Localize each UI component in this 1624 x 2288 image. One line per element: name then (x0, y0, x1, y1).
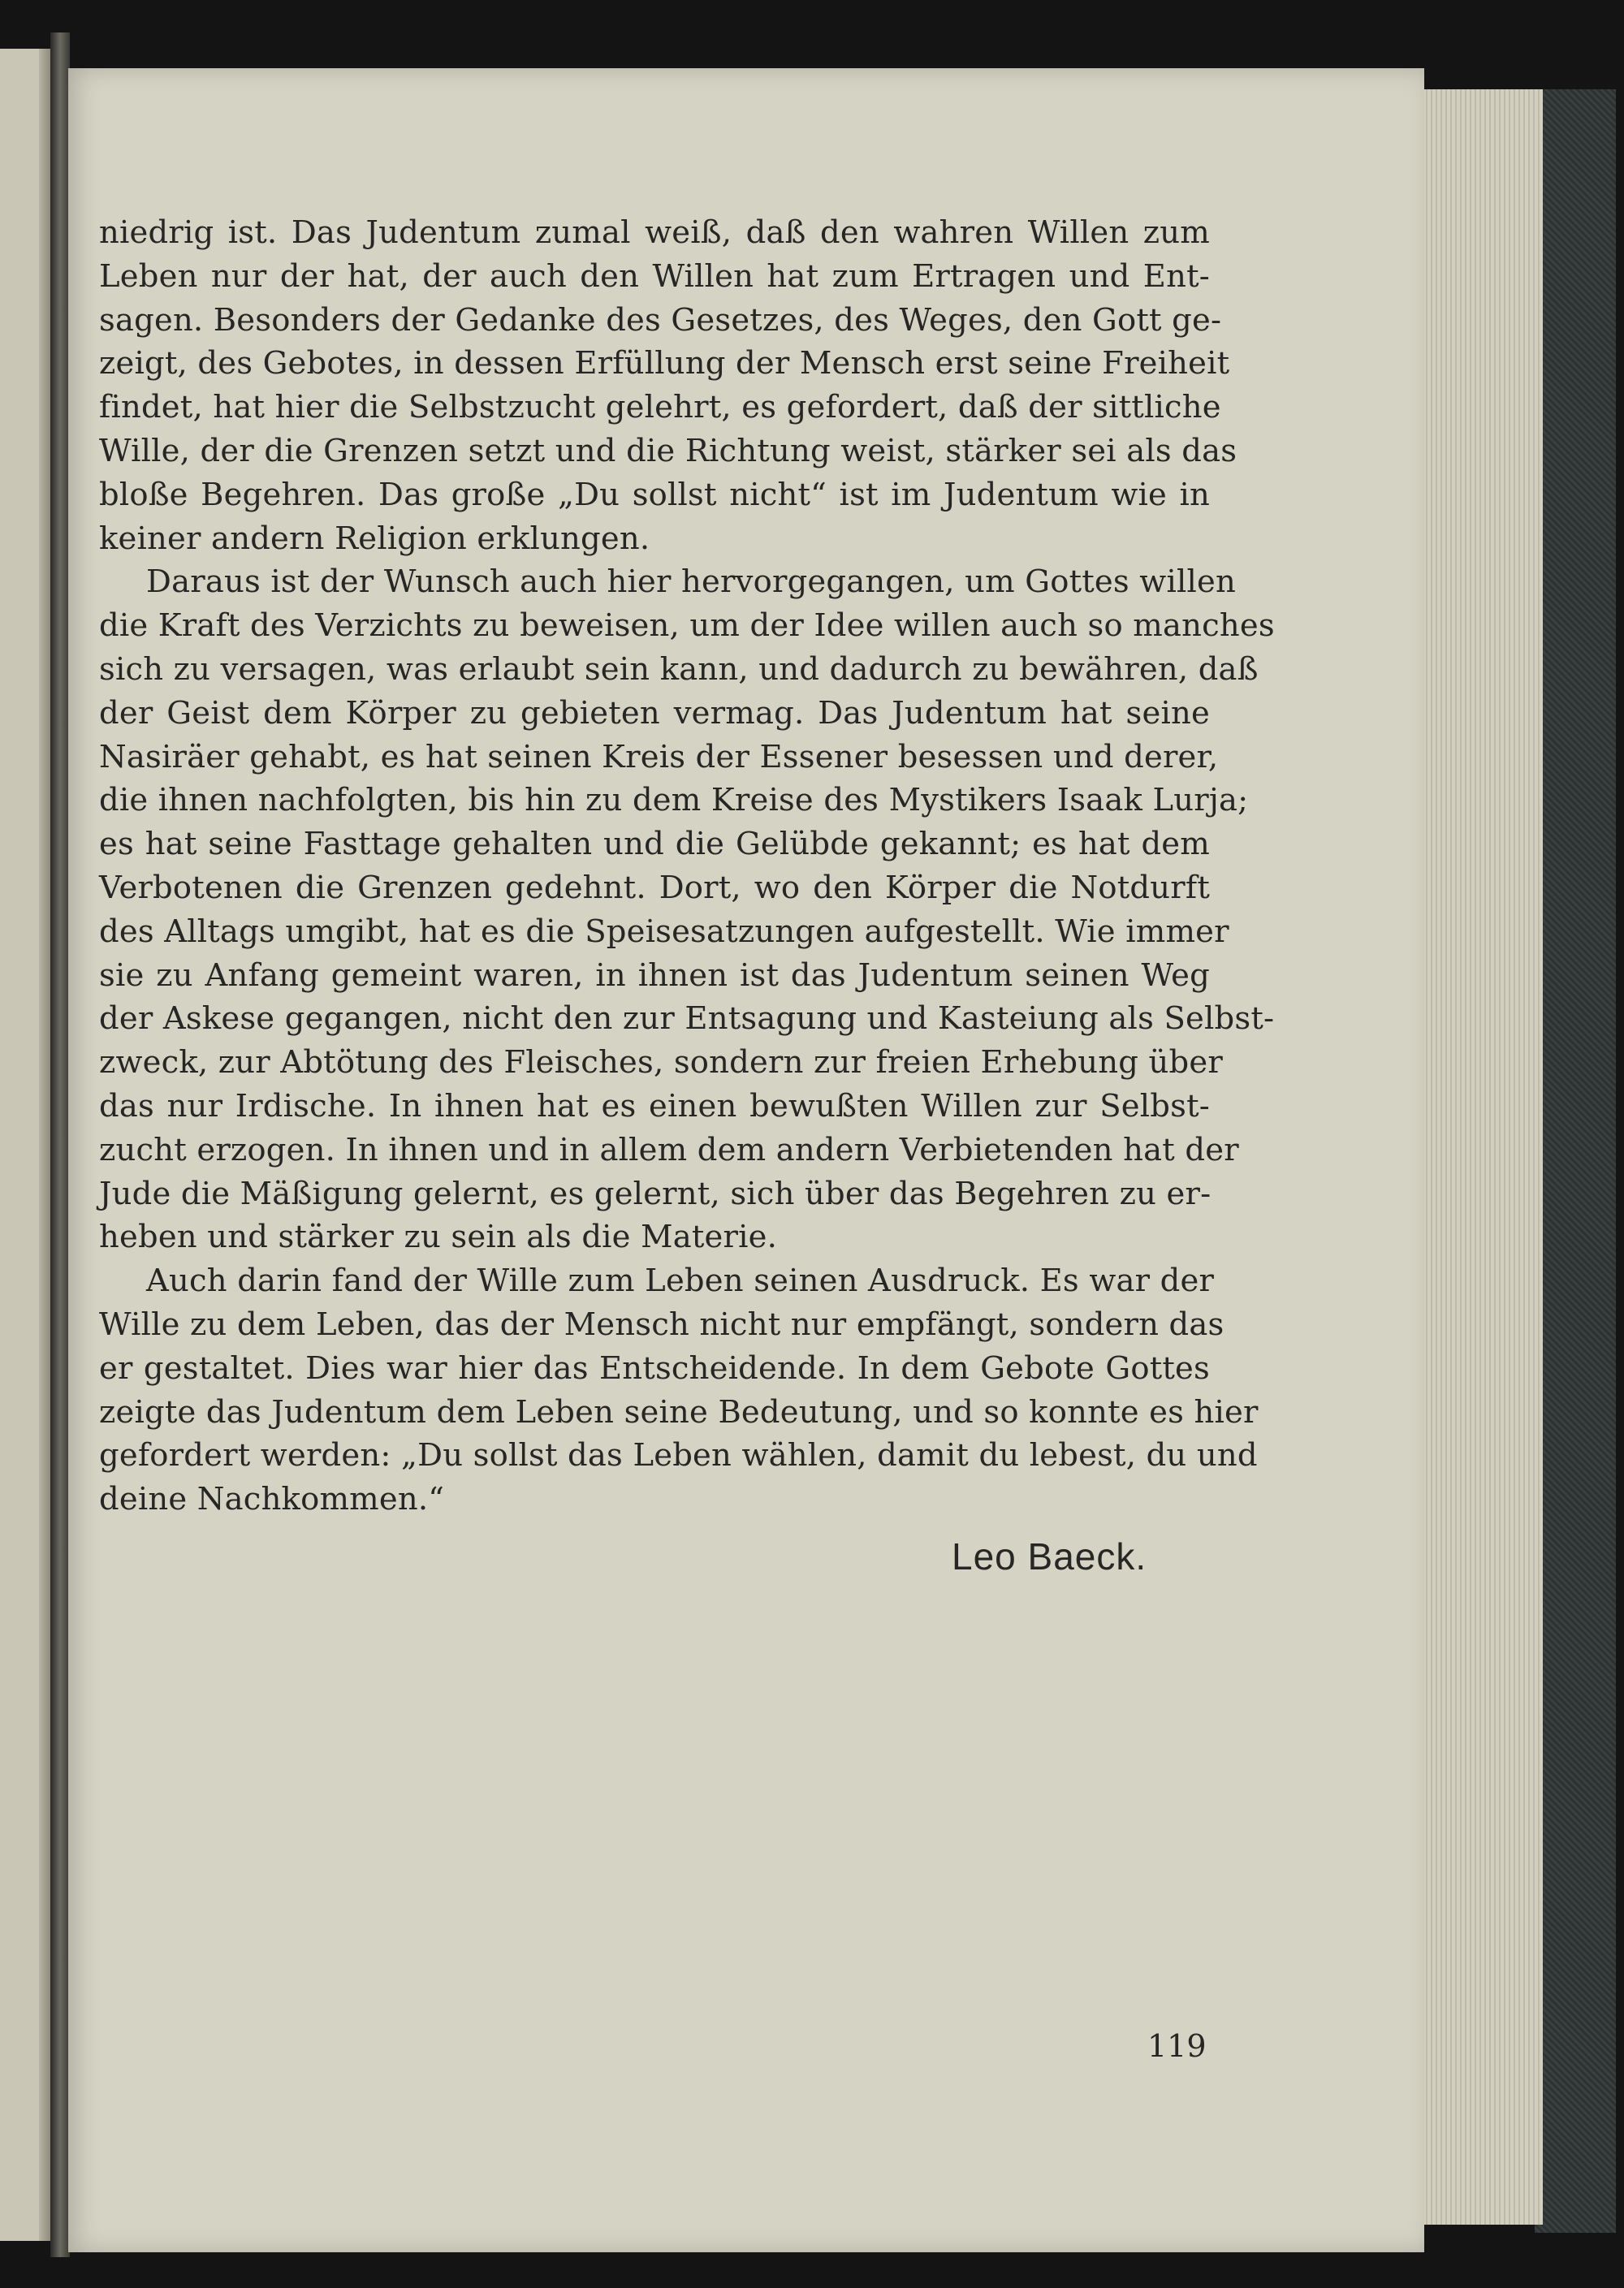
text-line: keiner andern Religion erklungen. (99, 520, 650, 557)
text-line: Nasiräer gehabt, es hat seinen Kreis der Essener besessen und derer, (99, 738, 1219, 775)
text-line: Jude die Mäßigung gelernt, es gelernt, sich über das Begehren zu er- (99, 1175, 1212, 1212)
text-line: die ihnen nachfolgten, bis hin zu dem Kreise des Mystikers Isaak Lurja; (99, 782, 1249, 819)
book-gutter (50, 32, 70, 2257)
text-line: Wille zu dem Leben, das der Mensch nicht nur empfängt, sondern das (99, 1306, 1224, 1343)
text-line: Verbotenen die Grenzen gedehnt. Dort, wo den Körper die Notdurft (99, 869, 1210, 906)
text-line: sie zu Anfang gemeint waren, in ihnen ist das Judentum seinen Weg (99, 956, 1210, 994)
text-line: deine Nachkommen.“ (99, 1481, 445, 1518)
text-line: die Kraft des Verzichts zu beweisen, um der Idee willen auch so manches (99, 607, 1275, 645)
page-number: 119 (1147, 2028, 1207, 2064)
paragraph-3 (99, 1259, 1259, 1522)
text-line: bloße Begehren. Das große „Du sollst nicht“ ist im Judentum wie in (99, 476, 1210, 513)
text-line: er gestaltet. Dies war hier das Entscheidende. In dem Gebote Gottes (99, 1349, 1210, 1387)
text-line: der Askese gegangen, nicht den zur Entsagung und Kasteiung als Selbst- (99, 1000, 1275, 1038)
text-line: zweck, zur Abtötung des Fleisches, sondern zur freien Erhebung über (99, 1044, 1223, 1081)
text-line: zucht erzogen. In ihnen und in allem dem andern Verbietenden hat der (99, 1131, 1239, 1168)
text-line: des Alltags umgibt, hat es die Speisesatzungen aufgestellt. Wie immer (99, 913, 1229, 950)
text-line: es hat seine Fasttage gehalten und die Gelübde gekannt; es hat dem (99, 826, 1210, 863)
text-line: Leben nur der hat, der auch den Willen hat zum Ertragen und Ent- (99, 257, 1210, 295)
text-line: zeigt, des Gebotes, in dessen Erfüllung der Mensch erst seine Freiheit (99, 345, 1230, 382)
left-page-edge (0, 49, 50, 2241)
text-line: Wille, der die Grenzen setzt und die Richtung weist, stärker sei als das (99, 432, 1237, 469)
text-line: der Geist dem Körper zu gebieten vermag. Das Judentum hat seine (99, 694, 1210, 732)
text-line: das nur Irdische. In ihnen hat es einen bewußten Willen zur Selbst- (99, 1087, 1210, 1125)
text-line: sich zu versagen, was erlaubt sein kann, und dadurch zu bewähren, daß (99, 650, 1259, 688)
paragraph-2 (99, 560, 1275, 1259)
text-line: Daraus ist der Wunsch auch hier hervorgegangen, um Gottes willen (146, 563, 1236, 601)
text-line: Auch darin fand der Wille zum Leben seinen Ausdruck. Es war der (146, 1263, 1215, 1300)
text-line: niedrig ist. Das Judentum zumal weiß, daß den wahren Willen zum (99, 214, 1210, 251)
book-cover-edge (1535, 89, 1616, 2233)
text-line: gefordert werden: „Du sollst das Leben wählen, damit du lebest, du und (99, 1437, 1258, 1474)
page-stack-edge (1413, 89, 1543, 2225)
body-text (99, 211, 1275, 1522)
text-line: heben und stärker zu sein als die Materie. (99, 1219, 778, 1256)
text-line: sagen. Besonders der Gedanke des Gesetzes, des Weges, den Gott ge- (99, 301, 1222, 339)
paragraph-1 (99, 211, 1237, 560)
text-line: findet, hat hier die Selbstzucht gelehrt, es gefordert, daß der sittliche (99, 389, 1221, 426)
author-signature: Leo Baeck. (952, 1535, 1147, 1578)
text-line: zeigte das Judentum dem Leben seine Bedeutung, und so konnte es hier (99, 1393, 1259, 1431)
